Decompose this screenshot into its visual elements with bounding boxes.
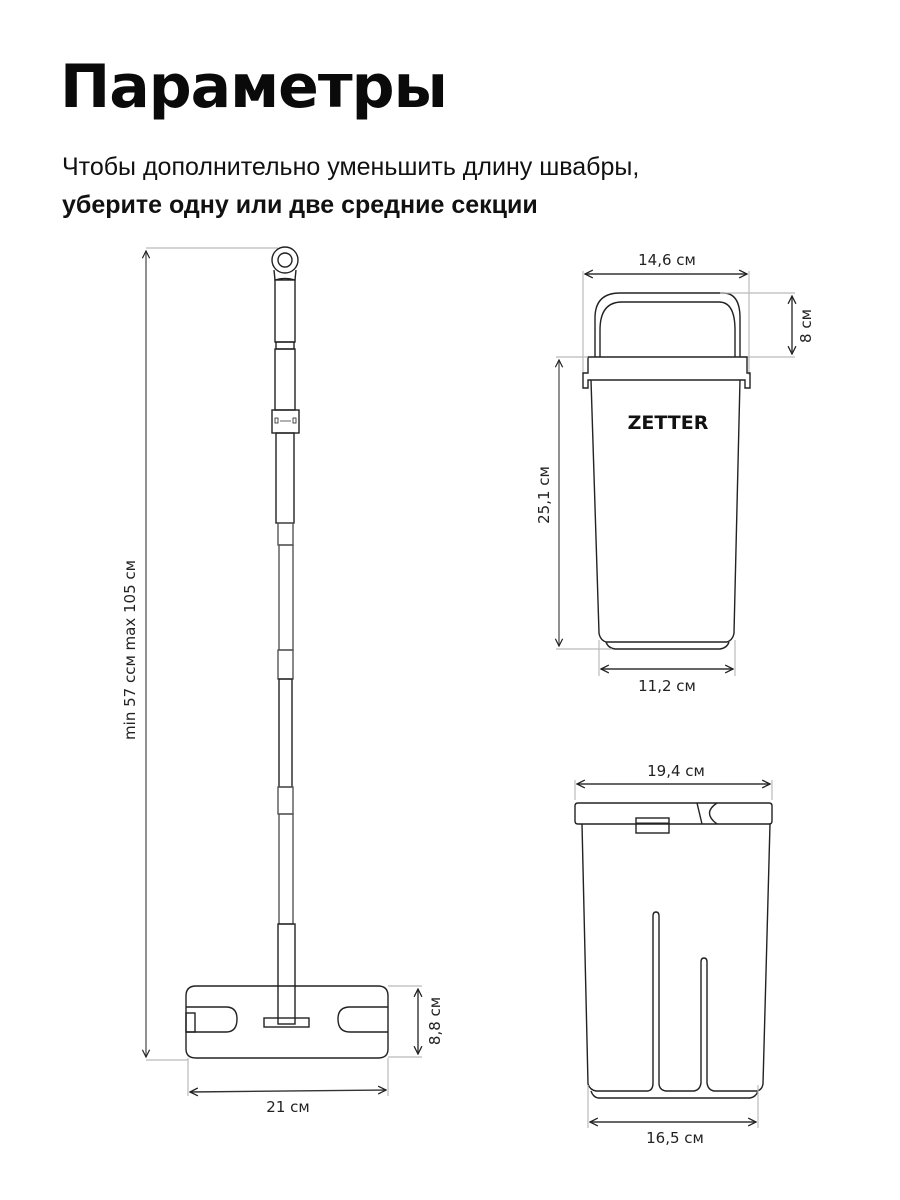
bucket-front-top-width-label: 14,6 cм [638, 251, 696, 269]
bucket-handle-height-label: 8 cм [797, 309, 815, 343]
bucket-front-bottom-width-label: 11,2 cм [638, 677, 696, 695]
mop-height-label: min 57 ccм max 105 cм [121, 560, 139, 740]
mop-head-width-label: 21 cм [266, 1098, 310, 1116]
bucket-side-drawing [575, 780, 772, 1128]
subtitle-line-2: уберите одну или две средние секции [62, 191, 538, 219]
bucket-front-drawing [556, 271, 795, 676]
subtitle-line-1: Чтобы дополнительно уменьшить длину швабры, [62, 153, 640, 181]
bucket-side-top-width-label: 19,4 cм [647, 762, 705, 780]
brand-logo: ZETTER [627, 412, 709, 434]
bucket-height-label: 25,1 cм [535, 466, 553, 524]
mop-head-depth-label: 8,8 cм [426, 996, 444, 1046]
bucket-side-bottom-width-label: 16,5 cм [646, 1129, 704, 1147]
page-title: Параметры [60, 52, 447, 122]
mop-drawing [146, 247, 422, 1096]
